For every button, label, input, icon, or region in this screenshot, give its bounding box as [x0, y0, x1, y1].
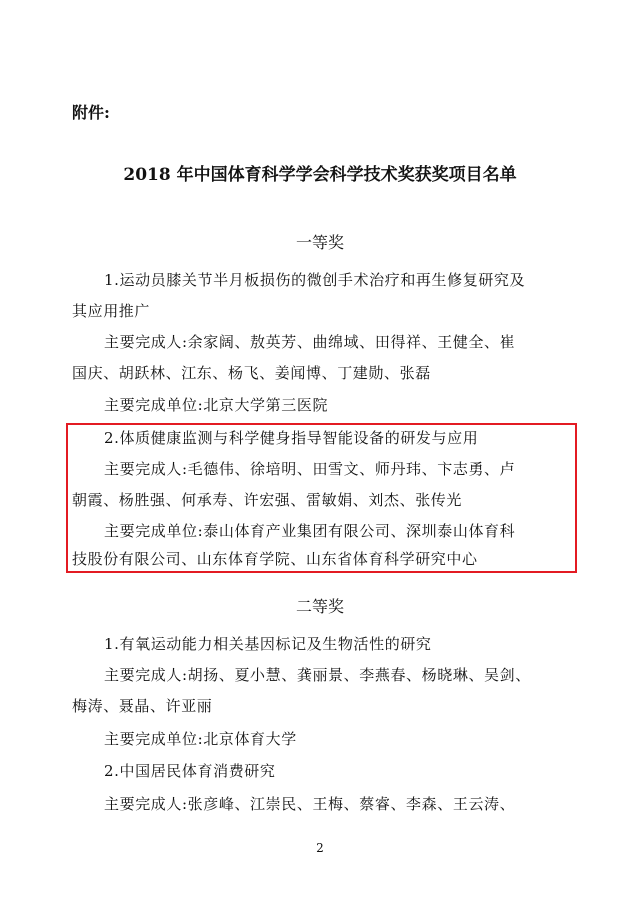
- second-project-1-title: 1.有氧运动能力相关基因标记及生物活性的研究: [104, 635, 432, 653]
- second-project-1-unit: 主要完成单位:北京体育大学: [104, 730, 297, 748]
- project-2-title: 2.体质健康监测与科学健身指导智能设备的研发与应用: [104, 429, 479, 447]
- project-2-people-line-2: 朝霞、杨胜强、何承寿、许宏强、雷敏娟、刘杰、张传光: [72, 491, 463, 509]
- second-project-2-people-line-1: 主要完成人:张彦峰、江崇民、王梅、蔡睿、李森、王云涛、: [104, 795, 516, 813]
- project-1-unit: 主要完成单位:北京大学第三医院: [104, 396, 329, 414]
- second-project-1-people-line-1: 主要完成人:胡扬、夏小慧、龚丽景、李燕春、杨晓琳、吴剑、: [104, 666, 531, 684]
- page-number: 2: [316, 841, 324, 855]
- project-1-people-line-2: 国庆、胡跃林、江东、杨飞、姜闻博、丁建勋、张磊: [72, 364, 431, 382]
- second-project-2-title: 2.中国居民体育消费研究: [104, 762, 276, 780]
- first-prize-heading: 一等奖: [295, 233, 344, 252]
- attachment-label: 附件:: [72, 103, 110, 122]
- project-1-title-line-2: 其应用推广: [72, 302, 151, 320]
- second-prize-heading: 二等奖: [295, 597, 344, 616]
- project-2-unit-line-1: 主要完成单位:泰山体育产业集团有限公司、深圳泰山体育科: [104, 522, 516, 540]
- project-1-people-line-1: 主要完成人:余家阔、敖英芳、曲绵域、田得祥、王健全、崔: [104, 333, 516, 351]
- document-title: 2018 年中国体育科学学会科学技术奖获奖项目名单: [123, 165, 517, 185]
- project-2-unit-line-2: 技股份有限公司、山东体育学院、山东省体育科学研究中心: [72, 550, 478, 568]
- second-project-1-people-line-2: 梅涛、聂晶、许亚丽: [72, 697, 213, 715]
- project-2-people-line-1: 主要完成人:毛德伟、徐培明、田雪文、师丹玮、卞志勇、卢: [104, 460, 516, 478]
- project-1-title-line-1: 1.运动员膝关节半月板损伤的微创手术治疗和再生修复研究及: [104, 271, 526, 289]
